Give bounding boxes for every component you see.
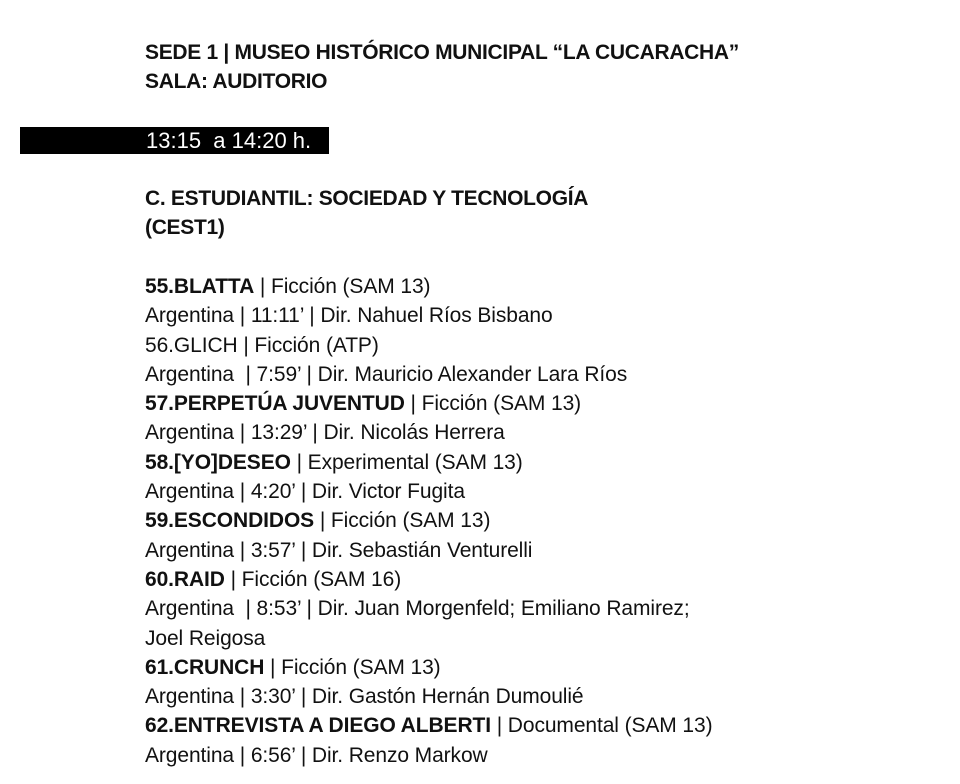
film-title-line — [145, 331, 712, 360]
film-genre: | Documental (SAM 13) — [490, 714, 713, 738]
film-entry — [145, 565, 712, 653]
venue-header — [145, 38, 739, 96]
film-details: Argentina | 3:57’ | Dir. Sebastián Venturelli — [145, 538, 533, 562]
film-title-line — [145, 711, 712, 740]
film-title: 61.CRUNCH — [145, 655, 265, 679]
film-title: 55.BLATTA — [145, 275, 255, 298]
section-title: C. ESTUDIANTIL: SOCIEDAD Y TECNOLOGÍA — [145, 187, 589, 210]
film-details: Argentina | 11:11’ | Dir. Nahuel Ríos Bisbano — [145, 304, 553, 328]
film-title: 57.PERPETÚA JUVENTUD — [145, 392, 405, 416]
film-title-line — [145, 389, 712, 418]
film-genre: | Ficción (SAM 13) — [404, 392, 582, 416]
film-details: Argentina | 13:29’ | Dir. Nicolás Herrera — [145, 421, 505, 445]
film-details: Argentina | 3:30’ | Dir. Gastón Hernán Dumoulié — [145, 685, 584, 709]
film-list — [145, 272, 712, 770]
film-genre: | Ficción (ATP) — [237, 333, 379, 357]
film-details: Argentina | 6:56’ | Dir. Renzo Markow — [145, 743, 488, 767]
film-details: Argentina | 4:20’ | Dir. Victor Fugita — [145, 480, 465, 504]
film-genre: | Ficción (SAM 16) — [224, 567, 402, 591]
film-entry — [145, 448, 712, 507]
film-genre: | Ficción (SAM 13) — [314, 509, 491, 533]
film-details: Argentina | 8:53’ | Dir. Juan Morgenfeld; Emiliano Ramirez; — [145, 597, 690, 621]
film-title: 58.[YO]DESEO — [145, 450, 291, 474]
film-title-line — [145, 653, 712, 682]
film-title-line — [145, 272, 712, 301]
film-entry — [145, 331, 712, 390]
film-genre: | Ficción (SAM 13) — [264, 655, 441, 679]
film-title-line — [145, 448, 712, 477]
film-entry — [145, 272, 712, 331]
venue-title: SEDE 1 | MUSEO HISTÓRICO MUNICIPAL “LA CUCARACHA” — [145, 41, 739, 64]
time-banner — [20, 127, 329, 154]
film-title: 62.ENTREVISTA A DIEGO ALBERTI — [145, 714, 491, 738]
film-genre: | Ficción (SAM 13) — [254, 275, 431, 298]
film-details: Argentina | 7:59’ | Dir. Mauricio Alexander Lara Ríos — [145, 362, 628, 386]
film-title-line — [145, 565, 712, 594]
film-entry — [145, 389, 712, 448]
film-genre: | Experimental (SAM 13) — [290, 450, 523, 474]
section-code: (CEST1) — [145, 216, 225, 239]
film-title: 56.GLICH — [145, 333, 238, 357]
film-title-line — [145, 506, 712, 535]
section-header — [145, 184, 588, 242]
film-entry — [145, 653, 712, 712]
time-range: 13:15 a 14:20 h. — [146, 128, 312, 153]
film-entry — [145, 711, 712, 770]
film-details: Joel Reigosa — [145, 626, 266, 650]
film-entry — [145, 506, 712, 565]
room-title: SALA: AUDITORIO — [145, 70, 328, 93]
film-title: 60.RAID — [145, 567, 225, 591]
film-title: 59.ESCONDIDOS — [145, 509, 315, 533]
